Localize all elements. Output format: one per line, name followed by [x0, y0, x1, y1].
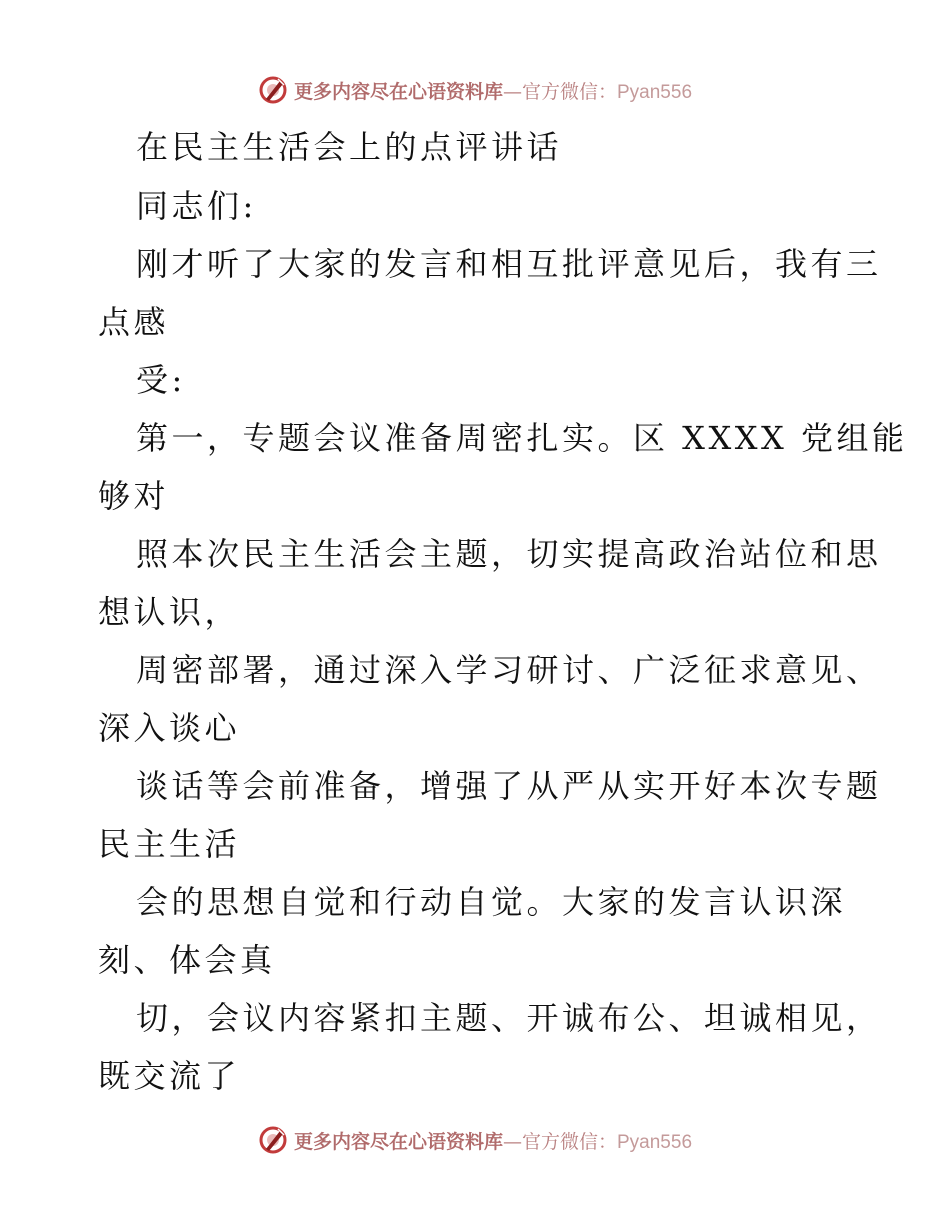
watermark-text [294, 1127, 692, 1154]
text-line: 刚才听了大家的发言和相互批评意见后，我有三 [136, 245, 882, 283]
text-line: 既交流了 [98, 1057, 241, 1095]
text-line: 刻、体会真 [98, 941, 276, 979]
text-line: 点感 [98, 303, 170, 341]
text-line: 民主生活 [98, 825, 241, 863]
document-title: 在民主生活会上的点评讲话 [136, 128, 563, 166]
watermark-banner-bottom [0, 1120, 950, 1160]
text-line: 会的思想自觉和行动自觉。大家的发言认识深 [136, 883, 847, 921]
text-line: 周密部署，通过深入学习研讨、广泛征求意见、 [136, 651, 882, 689]
watermark-main: 更多内容尽在心语资料库 [293, 80, 503, 103]
watermark-sep: — [502, 80, 522, 103]
text-line: 第一，专题会议准备周密扎实。区 XXXX 党组能 [136, 419, 908, 457]
text-line: 同志们: [136, 187, 257, 225]
text-line: 受: [136, 361, 186, 399]
logo-icon [258, 1125, 288, 1155]
text-line: 够对 [98, 477, 170, 515]
watermark-sub: 官方微信： [521, 1130, 617, 1153]
text-line: 想认识， [98, 593, 241, 631]
watermark-main: 更多内容尽在心语资料库 [293, 1130, 503, 1153]
watermark-sep: — [502, 1130, 522, 1153]
watermark-id: Pyan556 [617, 1131, 693, 1153]
watermark-id: Pyan556 [617, 81, 693, 103]
text-line: 谈话等会前准备，增强了从严从实开好本次专题 [136, 767, 882, 805]
text-line: 切，会议内容紧扣主题、开诚布公、坦诚相见， [136, 999, 882, 1037]
watermark-sub: 官方微信： [521, 80, 617, 103]
text-line: 照本次民主生活会主题，切实提高政治站位和思 [136, 535, 882, 573]
text-line: 深入谈心 [98, 709, 241, 747]
